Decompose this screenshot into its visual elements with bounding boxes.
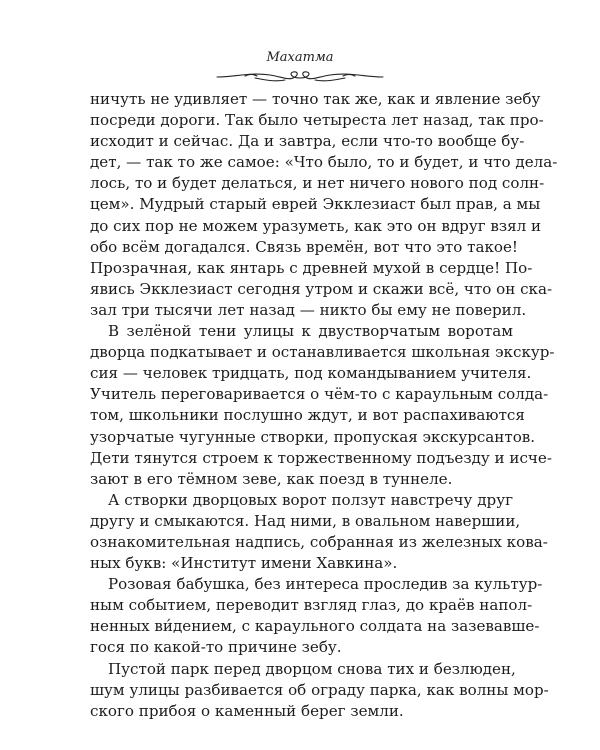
paragraph xyxy=(90,659,549,722)
text-line: другу и смыкаются. Над ними, в овальном навершии, xyxy=(90,511,521,530)
paragraph xyxy=(90,490,548,574)
paragraph xyxy=(90,574,543,658)
text-line: Дети тянутся строем к торжественному подъезду и исче- xyxy=(90,448,552,467)
text-line: Розовая бабушка, без интереса проследив за культур- xyxy=(108,575,543,594)
text-line: Учитель переговаривается о чём-то с караульным солда- xyxy=(90,385,549,404)
text-line: дет, — так то же самое: «Что было, то и будет, и что дела- xyxy=(90,153,558,172)
text-line: сия — человек тридцать, под командыванием учителя. xyxy=(90,364,532,383)
text-line: ным событием, переводит взгляд глаз, до краёв напол- xyxy=(90,596,533,615)
text-line: А створки дворцовых ворот ползут навстречу друг xyxy=(108,490,513,509)
text-line: исходит и сейчас. Да и завтра, если что-то вообще бу- xyxy=(90,132,525,151)
text-line: до сих пор не можем уразуметь, как это он вдруг взял и xyxy=(90,216,542,235)
body-text xyxy=(90,89,558,722)
text-line: зал три тысячи лет назад — никто бы ему не поверил. xyxy=(90,300,527,319)
text-line: узорчатые чугунные створки, пропуская экскурсантов. xyxy=(90,427,536,446)
text-line: цем». Мудрый старый еврей Экклезиаст был прав, а мы xyxy=(90,195,541,214)
text-line: дворца подкатывает и останавливается школьная экскур- xyxy=(90,343,555,362)
text-line: Прозрачная, как янтарь с древней мухой в сердце! По- xyxy=(90,258,533,277)
text-line: том, школьники послушно ждут, и вот распахиваются xyxy=(90,406,525,425)
paragraph xyxy=(90,321,555,490)
text-line: лось, то и будет делаться, и нет ничего нового под солн- xyxy=(90,174,545,193)
text-line: ненных ви́дением, с караульного солдата на зазевавше- xyxy=(90,617,540,636)
text-line: ных букв: «Институт имени Хавкина». xyxy=(90,554,398,573)
text-line: гося по какой-то причине зебу. xyxy=(90,638,342,657)
text-line: явись Экклезиаст сегодня утром и скажи всё, что он ска- xyxy=(90,279,553,298)
text-line: ничуть не удивляет — точно так же, как и явление зебу xyxy=(90,90,541,108)
text-line: шум улицы разбивается об ограду парка, как волны мор- xyxy=(90,680,549,699)
text-line: ского прибоя о каменный берег земли. xyxy=(90,701,404,720)
paragraph xyxy=(90,89,558,321)
text-line: зают в его тёмном зеве, как поезд в туннеле. xyxy=(90,469,453,488)
text-line: ознакомительная надпись, собранная из железных кова- xyxy=(90,532,548,551)
text-line: Пустой парк перед дворцом снова тих и безлюден, xyxy=(108,659,516,678)
text-line: В зелёной тени улицы к двустворчатым воротам xyxy=(108,322,513,341)
text-line: обо всём догадался. Связь времён, вот что это такое! xyxy=(90,237,518,256)
text-line: посреди дороги. Так было четыреста лет назад, так про- xyxy=(90,111,544,130)
running-title: Махатма xyxy=(266,50,334,65)
scroll-ornament-icon xyxy=(215,68,385,86)
